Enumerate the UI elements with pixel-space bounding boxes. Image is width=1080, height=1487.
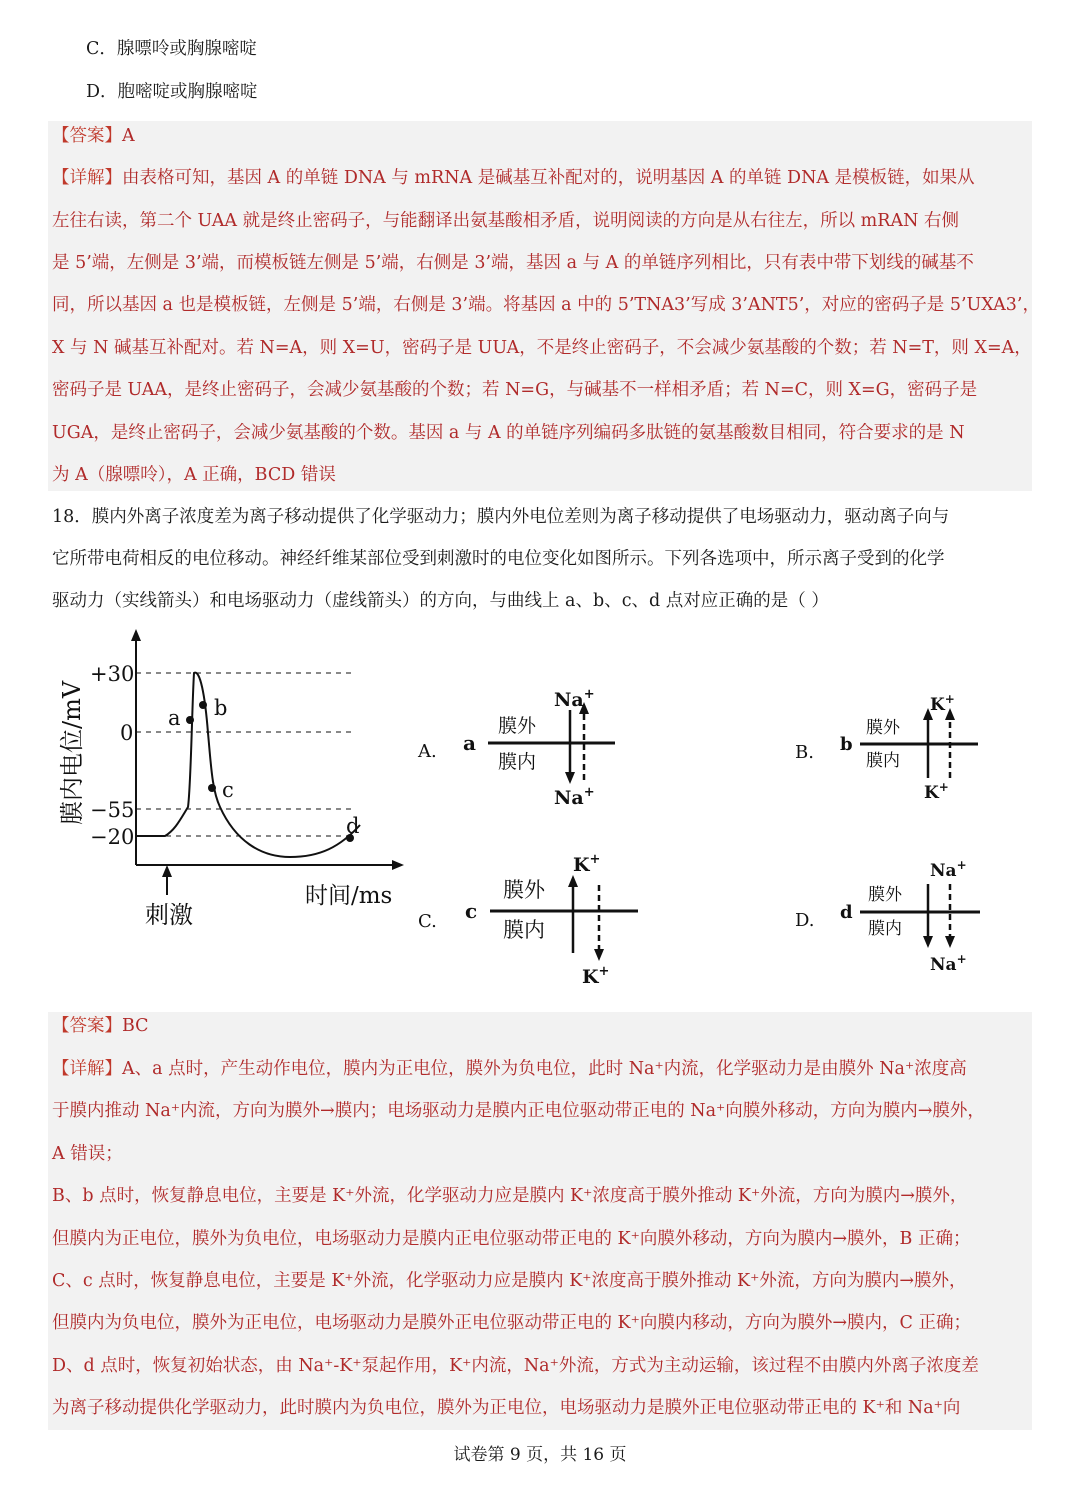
arrow-head <box>945 936 955 948</box>
outside-label: 膜外 <box>866 718 900 738</box>
tick-label: −20 <box>90 825 135 849</box>
detail-line: 但膜内为正电位，膜外为负电位，电场驱动力是膜内正电位驱动带正电的 K⁺向膜外移动，方向为膜内→膜外，B 正确； <box>52 1229 971 1249</box>
answer-block-17 <box>48 121 1040 491</box>
outside-label: 膜外 <box>498 715 537 737</box>
arrow-head <box>945 708 955 720</box>
detail-line: B、b 点时，恢复静息电位，主要是 K⁺外流，化学驱动力应是膜内 K⁺浓度高于膜外推动 K⁺外流，方向为膜内→膜外， <box>52 1186 968 1206</box>
tick-label: +30 <box>90 662 135 686</box>
tick-label: 0 <box>120 721 134 745</box>
page-footer: 试卷第 9 页，共 16 页 <box>453 1445 627 1465</box>
detail-line: 是 5’端，左侧是 3’端，而模板链左侧是 5’端，右侧是 3’端，基因 a 与 A 的单链序列相比，只有表中带下划线的碱基不 <box>52 253 974 273</box>
detail-line <box>52 166 975 190</box>
answer-value: A <box>122 126 135 146</box>
detail-line: X 与 N 碱基互补配对。若 N=A，则 X=U，密码子是 UUA，不是终止密码子，不会减少氨基酸的个数；若 N=T，则 X=A， <box>52 338 1032 358</box>
option-label: D. <box>795 910 815 931</box>
option-d: D．胞嘧啶或胸腺嘧啶 <box>86 82 258 102</box>
answer-tag: 【答案】 <box>52 126 122 146</box>
point-label: c <box>222 778 234 802</box>
detail-line <box>52 1057 967 1081</box>
option-label: C. <box>418 911 437 932</box>
potential-curve <box>136 673 360 857</box>
inside-label: 膜内 <box>868 919 902 939</box>
arrow-head <box>594 949 604 961</box>
y-axis-label: 膜内电位/mV <box>58 680 86 825</box>
outside-label: 膜外 <box>868 885 902 905</box>
point-label: c <box>465 899 478 923</box>
inside-label: 膜内 <box>866 751 900 771</box>
detail-line: C、c 点时，恢复静息电位，主要是 K⁺外流，化学驱动力应是膜内 K⁺浓度高于膜外推动 K⁺外流，方向为膜内→膜外， <box>52 1271 967 1291</box>
detail-line: A 错误； <box>52 1144 123 1164</box>
detail-line: 为离子移动提供化学驱动力，此时膜内为负电位，膜外为正电位，电场驱动力是膜外正电位驱动带正电的 K⁺和 Na⁺向 <box>52 1398 961 1418</box>
detail-line: 但膜内为负电位，膜外为正电位，电场驱动力是膜外正电位驱动带正电的 K⁺向膜内移动，方向为膜外→膜内，C 正确； <box>52 1313 971 1333</box>
ion-label: Na+ <box>930 858 967 881</box>
detail-tag: 【详解】 <box>52 168 122 188</box>
x-axis-label: 时间/ms <box>305 883 393 909</box>
ion-label: K+ <box>930 692 955 715</box>
point-label: b <box>214 696 228 720</box>
outside-label: 膜外 <box>503 878 545 902</box>
stimulus-label: 刺激 <box>145 901 193 929</box>
arrow-head <box>568 875 578 887</box>
option-label: A. <box>418 741 437 762</box>
detail-line: 左往右读，第二个 UAA 就是终止密码子，与能翻译出氨基酸相矛盾，说明阅读的方向是从右往左，所以 mRAN 右侧 <box>52 211 959 231</box>
inside-label: 膜内 <box>503 918 545 942</box>
diagram-option-c <box>410 845 650 990</box>
stimulus-arrow-head <box>162 865 172 877</box>
answer-tag: 【答案】 <box>52 1016 122 1036</box>
answer-line <box>52 124 135 148</box>
point-label: a <box>168 706 181 730</box>
question-18-line: 驱动力（实线箭头）和电场驱动力（虚线箭头）的方向，与曲线上 a、b、c、d 点对应正确的是（ ） <box>52 591 829 611</box>
answer-line <box>52 1014 149 1038</box>
option-label: B. <box>795 742 814 763</box>
diagram-option-a <box>410 680 630 810</box>
ion-label: Na+ <box>554 785 595 809</box>
ion-label: K+ <box>573 852 601 876</box>
tick-label: −55 <box>90 798 135 822</box>
detail-text: A、a 点时，产生动作电位，膜内为正电位，膜外为负电位，此时 Na⁺内流，化学驱动力是由膜外 Na⁺浓度高 <box>122 1059 967 1079</box>
ion-label: K+ <box>924 780 949 803</box>
detail-tag: 【详解】 <box>52 1059 122 1079</box>
option-c: C．腺嘌呤或胸腺嘧啶 <box>86 39 257 59</box>
point-a <box>186 716 194 724</box>
point-label: d <box>840 902 853 923</box>
diagram-option-b <box>790 688 1010 808</box>
inside-label: 膜内 <box>498 751 537 773</box>
arrow-head <box>565 772 575 784</box>
point-b <box>199 701 207 709</box>
y-axis-arrow <box>131 629 141 641</box>
point-label: d <box>346 814 360 838</box>
answer-value: BC <box>122 1016 149 1036</box>
detail-text: 由表格可知，基因 A 的单链 DNA 与 mRNA 是碱基互补配对的，说明基因 A 的单链 DNA 是模板链，如果从 <box>122 168 975 188</box>
point-c <box>208 784 216 792</box>
answer-block-18 <box>48 1012 1032 1430</box>
point-label: a <box>463 731 476 755</box>
x-axis-arrow <box>392 860 404 870</box>
detail-line: 于膜内推动 Na⁺内流，方向为膜外→膜内；电场驱动力是膜内正电位驱动带正电的 Na⁺向膜外移动，方向为膜内→膜外， <box>52 1101 985 1121</box>
detail-line: D、d 点时，恢复初始状态，由 Na⁺-K⁺泵起作用，K⁺内流，Na⁺外流，方式为主动运输，该过程不由膜内外离子浓度差 <box>52 1356 979 1376</box>
question-18-line: 18．膜内外离子浓度差为离子移动提供了化学驱动力；膜内外电位差则为离子移动提供了电场驱动力，驱动离子向与 <box>52 507 950 527</box>
ion-label: Na+ <box>554 687 595 711</box>
detail-line: 为 A（腺嘌呤），A 正确，BCD 错误 <box>52 465 336 485</box>
ion-label: Na+ <box>930 952 967 975</box>
ion-label: K+ <box>582 964 610 988</box>
detail-line: 同，所以基因 a 也是模板链，左侧是 5’端，右侧是 3’端。将基因 a 中的 5’TNA3’写成 3’ANT5’，对应的密码子是 5’UXA3’， <box>52 295 1040 315</box>
detail-line: UGA，是终止密码子，会减少氨基酸的个数。基因 a 与 A 的单链序列编码多肽链的氨基酸数目相同，符合要求的是 N <box>52 423 965 443</box>
question-18-line: 它所带电荷相反的电位移动。神经纤维某部位受到刺激时的电位变化如图所示。下列各选项中，所示离子受到的化学 <box>52 549 945 569</box>
point-label: b <box>840 734 853 755</box>
diagram-option-d <box>790 852 1010 980</box>
membrane-potential-graph <box>40 625 420 945</box>
arrow-head <box>923 936 933 948</box>
detail-line: 密码子是 UAA，是终止密码子，会减少氨基酸的个数；若 N=G，与碱基不一样相矛盾；若 N=C，则 X=G，密码子是 <box>52 380 978 400</box>
